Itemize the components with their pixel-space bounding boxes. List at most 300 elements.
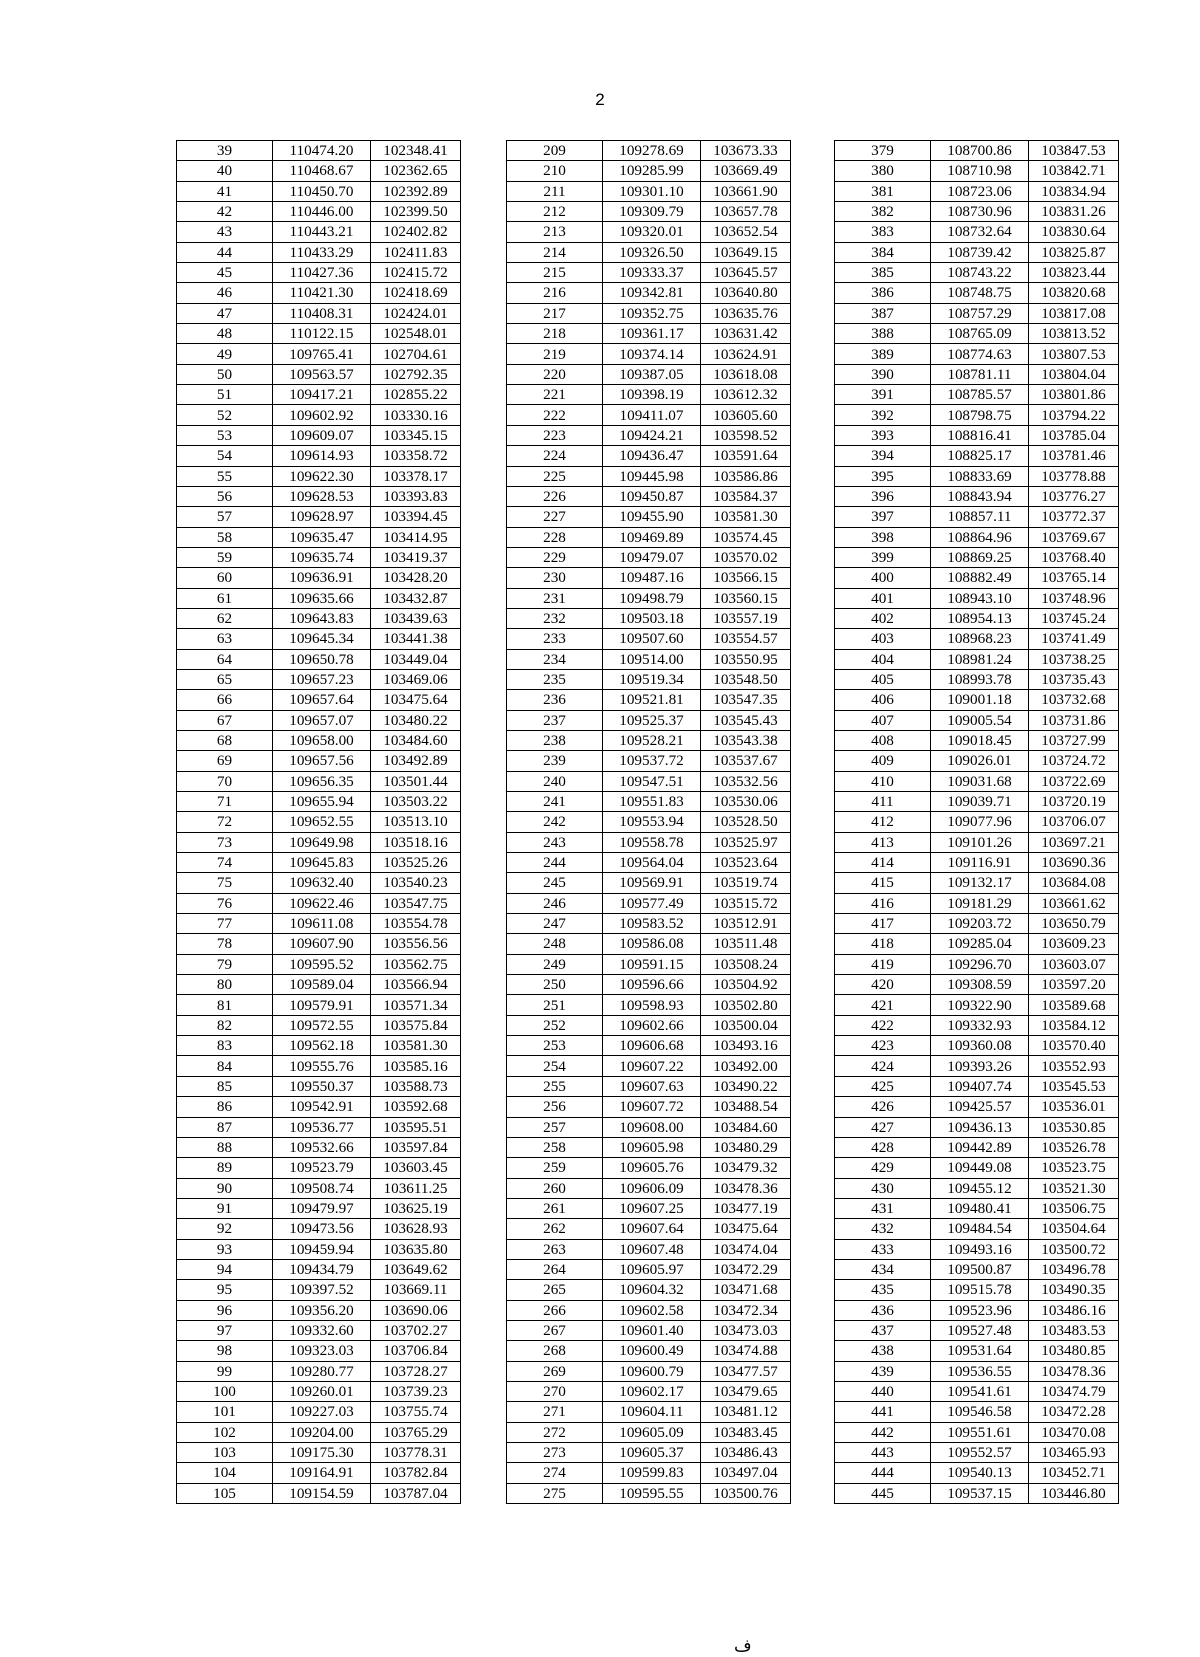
x-coordinate-cell: 109564.04 bbox=[603, 853, 701, 873]
point-number-cell: 414 bbox=[835, 853, 931, 873]
x-coordinate-cell: 109393.26 bbox=[931, 1056, 1029, 1076]
point-number-cell: 57 bbox=[177, 507, 273, 527]
y-coordinate-cell: 103540.23 bbox=[371, 873, 461, 893]
table-row bbox=[507, 629, 791, 649]
x-coordinate-cell: 110427.36 bbox=[273, 263, 371, 283]
y-coordinate-cell: 103673.33 bbox=[701, 141, 791, 161]
table-row bbox=[177, 995, 461, 1015]
table-row bbox=[177, 751, 461, 771]
y-coordinate-cell: 103490.35 bbox=[1029, 1280, 1119, 1300]
y-coordinate-cell: 103548.50 bbox=[701, 669, 791, 689]
point-number-cell: 383 bbox=[835, 222, 931, 242]
table-row bbox=[177, 771, 461, 791]
y-coordinate-cell: 102424.01 bbox=[371, 303, 461, 323]
x-coordinate-cell: 109765.41 bbox=[273, 344, 371, 364]
y-coordinate-cell: 103618.08 bbox=[701, 364, 791, 384]
x-coordinate-cell: 109455.90 bbox=[603, 507, 701, 527]
table-row bbox=[507, 446, 791, 466]
x-coordinate-cell: 109411.07 bbox=[603, 405, 701, 425]
point-number-cell: 413 bbox=[835, 832, 931, 852]
point-number-cell: 251 bbox=[507, 995, 603, 1015]
y-coordinate-cell: 103523.75 bbox=[1029, 1158, 1119, 1178]
x-coordinate-cell: 109551.61 bbox=[931, 1422, 1029, 1442]
table-row bbox=[835, 934, 1119, 954]
table-row bbox=[835, 507, 1119, 527]
point-number-cell: 273 bbox=[507, 1443, 603, 1463]
x-coordinate-cell: 110122.15 bbox=[273, 324, 371, 344]
x-coordinate-cell: 109500.87 bbox=[931, 1259, 1029, 1279]
point-number-cell: 222 bbox=[507, 405, 603, 425]
table-row bbox=[507, 1178, 791, 1198]
table-row bbox=[835, 995, 1119, 1015]
table-row bbox=[177, 1463, 461, 1483]
x-coordinate-cell: 109434.79 bbox=[273, 1259, 371, 1279]
point-number-cell: 226 bbox=[507, 486, 603, 506]
table-row bbox=[507, 710, 791, 730]
table-row bbox=[835, 1219, 1119, 1239]
point-number-cell: 73 bbox=[177, 832, 273, 852]
y-coordinate-cell: 103474.04 bbox=[701, 1239, 791, 1259]
point-number-cell: 79 bbox=[177, 954, 273, 974]
y-coordinate-cell: 103741.49 bbox=[1029, 629, 1119, 649]
y-coordinate-cell: 103584.12 bbox=[1029, 1015, 1119, 1035]
y-coordinate-cell: 103611.25 bbox=[371, 1178, 461, 1198]
y-coordinate-cell: 102392.89 bbox=[371, 181, 461, 201]
y-coordinate-cell: 103504.64 bbox=[1029, 1219, 1119, 1239]
point-number-cell: 381 bbox=[835, 181, 931, 201]
y-coordinate-cell: 103650.79 bbox=[1029, 914, 1119, 934]
table-row bbox=[507, 1015, 791, 1035]
point-number-cell: 433 bbox=[835, 1239, 931, 1259]
x-coordinate-cell: 109026.01 bbox=[931, 751, 1029, 771]
table-row bbox=[507, 1361, 791, 1381]
x-coordinate-cell: 109572.55 bbox=[273, 1015, 371, 1035]
point-number-cell: 45 bbox=[177, 263, 273, 283]
point-number-cell: 272 bbox=[507, 1422, 603, 1442]
y-coordinate-cell: 103515.72 bbox=[701, 893, 791, 913]
coordinates-table-2 bbox=[506, 140, 791, 1504]
point-number-cell: 425 bbox=[835, 1076, 931, 1096]
y-coordinate-cell: 103776.27 bbox=[1029, 486, 1119, 506]
x-coordinate-cell: 109280.77 bbox=[273, 1361, 371, 1381]
x-coordinate-cell: 109604.11 bbox=[603, 1402, 701, 1422]
table-row bbox=[835, 690, 1119, 710]
y-coordinate-cell: 103472.28 bbox=[1029, 1402, 1119, 1422]
y-coordinate-cell: 103492.00 bbox=[701, 1056, 791, 1076]
point-number-cell: 55 bbox=[177, 466, 273, 486]
point-number-cell: 252 bbox=[507, 1015, 603, 1035]
point-number-cell: 91 bbox=[177, 1198, 273, 1218]
table-row bbox=[177, 1056, 461, 1076]
x-coordinate-cell: 109536.77 bbox=[273, 1117, 371, 1137]
x-coordinate-cell: 109425.57 bbox=[931, 1097, 1029, 1117]
y-coordinate-cell: 102855.22 bbox=[371, 385, 461, 405]
x-coordinate-cell: 108748.75 bbox=[931, 283, 1029, 303]
x-coordinate-cell: 109116.91 bbox=[931, 853, 1029, 873]
y-coordinate-cell: 103581.30 bbox=[701, 507, 791, 527]
y-coordinate-cell: 103484.60 bbox=[701, 1117, 791, 1137]
table-row bbox=[835, 303, 1119, 323]
x-coordinate-cell: 109569.91 bbox=[603, 873, 701, 893]
y-coordinate-cell: 103488.54 bbox=[701, 1097, 791, 1117]
table-row bbox=[177, 669, 461, 689]
point-number-cell: 441 bbox=[835, 1402, 931, 1422]
point-number-cell: 237 bbox=[507, 710, 603, 730]
y-coordinate-cell: 103525.97 bbox=[701, 832, 791, 852]
y-coordinate-cell: 103574.45 bbox=[701, 527, 791, 547]
y-coordinate-cell: 103483.45 bbox=[701, 1422, 791, 1442]
y-coordinate-cell: 103589.68 bbox=[1029, 995, 1119, 1015]
table-row bbox=[177, 141, 461, 161]
y-coordinate-cell: 103428.20 bbox=[371, 568, 461, 588]
y-coordinate-cell: 103518.16 bbox=[371, 832, 461, 852]
point-number-cell: 389 bbox=[835, 344, 931, 364]
table-row bbox=[835, 242, 1119, 262]
point-number-cell: 228 bbox=[507, 527, 603, 547]
y-coordinate-cell: 103739.23 bbox=[371, 1381, 461, 1401]
point-number-cell: 53 bbox=[177, 425, 273, 445]
y-coordinate-cell: 103477.19 bbox=[701, 1198, 791, 1218]
y-coordinate-cell: 103530.06 bbox=[701, 792, 791, 812]
point-number-cell: 234 bbox=[507, 649, 603, 669]
point-number-cell: 419 bbox=[835, 954, 931, 974]
point-number-cell: 421 bbox=[835, 995, 931, 1015]
y-coordinate-cell: 103755.74 bbox=[371, 1402, 461, 1422]
table-row bbox=[177, 608, 461, 628]
point-number-cell: 404 bbox=[835, 649, 931, 669]
y-coordinate-cell: 103530.85 bbox=[1029, 1117, 1119, 1137]
x-coordinate-cell: 109532.66 bbox=[273, 1137, 371, 1157]
point-number-cell: 66 bbox=[177, 690, 273, 710]
table-row bbox=[177, 1320, 461, 1340]
y-coordinate-cell: 103511.48 bbox=[701, 934, 791, 954]
x-coordinate-cell: 109203.72 bbox=[931, 914, 1029, 934]
x-coordinate-cell: 109622.30 bbox=[273, 466, 371, 486]
x-coordinate-cell: 109498.79 bbox=[603, 588, 701, 608]
table-row bbox=[177, 954, 461, 974]
y-coordinate-cell: 103532.56 bbox=[701, 771, 791, 791]
point-number-cell: 59 bbox=[177, 547, 273, 567]
table-row bbox=[835, 1015, 1119, 1035]
table-row bbox=[835, 1076, 1119, 1096]
point-number-cell: 52 bbox=[177, 405, 273, 425]
x-coordinate-cell: 109628.53 bbox=[273, 486, 371, 506]
x-coordinate-cell: 109550.37 bbox=[273, 1076, 371, 1096]
y-coordinate-cell: 103727.99 bbox=[1029, 730, 1119, 750]
y-coordinate-cell: 103556.56 bbox=[371, 934, 461, 954]
y-coordinate-cell: 103419.37 bbox=[371, 547, 461, 567]
page-number: 2 bbox=[595, 90, 605, 109]
point-number-cell: 406 bbox=[835, 690, 931, 710]
y-coordinate-cell: 103628.93 bbox=[371, 1219, 461, 1239]
table-row bbox=[835, 141, 1119, 161]
x-coordinate-cell: 109657.64 bbox=[273, 690, 371, 710]
x-coordinate-cell: 109583.52 bbox=[603, 914, 701, 934]
y-coordinate-cell: 103649.62 bbox=[371, 1259, 461, 1279]
point-number-cell: 236 bbox=[507, 690, 603, 710]
point-number-cell: 259 bbox=[507, 1158, 603, 1178]
x-coordinate-cell: 109601.40 bbox=[603, 1320, 701, 1340]
x-coordinate-cell: 109436.13 bbox=[931, 1117, 1029, 1137]
y-coordinate-cell: 103557.19 bbox=[701, 608, 791, 628]
point-number-cell: 93 bbox=[177, 1239, 273, 1259]
y-coordinate-cell: 103512.91 bbox=[701, 914, 791, 934]
y-coordinate-cell: 103545.43 bbox=[701, 710, 791, 730]
x-coordinate-cell: 109308.59 bbox=[931, 975, 1029, 995]
point-number-cell: 438 bbox=[835, 1341, 931, 1361]
table-row bbox=[177, 792, 461, 812]
x-coordinate-cell: 109508.74 bbox=[273, 1178, 371, 1198]
footer-mark: ف bbox=[734, 1636, 752, 1656]
x-coordinate-cell: 109374.14 bbox=[603, 344, 701, 364]
x-coordinate-cell: 109326.50 bbox=[603, 242, 701, 262]
table-row bbox=[507, 771, 791, 791]
table-row bbox=[177, 853, 461, 873]
x-coordinate-cell: 109493.16 bbox=[931, 1239, 1029, 1259]
table-row bbox=[507, 1320, 791, 1340]
point-number-cell: 409 bbox=[835, 751, 931, 771]
x-coordinate-cell: 109607.25 bbox=[603, 1198, 701, 1218]
table-row bbox=[507, 669, 791, 689]
table-row bbox=[507, 466, 791, 486]
x-coordinate-cell: 109635.47 bbox=[273, 527, 371, 547]
point-number-cell: 225 bbox=[507, 466, 603, 486]
y-coordinate-cell: 103536.01 bbox=[1029, 1097, 1119, 1117]
table-row bbox=[835, 1198, 1119, 1218]
point-number-cell: 240 bbox=[507, 771, 603, 791]
y-coordinate-cell: 103566.15 bbox=[701, 568, 791, 588]
y-coordinate-cell: 103449.04 bbox=[371, 649, 461, 669]
x-coordinate-cell: 109515.78 bbox=[931, 1280, 1029, 1300]
table-row bbox=[507, 975, 791, 995]
point-number-cell: 387 bbox=[835, 303, 931, 323]
y-coordinate-cell: 103586.86 bbox=[701, 466, 791, 486]
table-row bbox=[177, 263, 461, 283]
table-row bbox=[507, 893, 791, 913]
table-row bbox=[835, 263, 1119, 283]
y-coordinate-cell: 103690.36 bbox=[1029, 853, 1119, 873]
point-number-cell: 42 bbox=[177, 202, 273, 222]
table-row bbox=[507, 141, 791, 161]
x-coordinate-cell: 109503.18 bbox=[603, 608, 701, 628]
point-number-cell: 241 bbox=[507, 792, 603, 812]
y-coordinate-cell: 103345.15 bbox=[371, 425, 461, 445]
y-coordinate-cell: 103831.26 bbox=[1029, 202, 1119, 222]
table-row bbox=[507, 568, 791, 588]
point-number-cell: 444 bbox=[835, 1463, 931, 1483]
y-coordinate-cell: 103801.86 bbox=[1029, 385, 1119, 405]
x-coordinate-cell: 109607.48 bbox=[603, 1239, 701, 1259]
table-row bbox=[507, 730, 791, 750]
y-coordinate-cell: 103847.53 bbox=[1029, 141, 1119, 161]
y-coordinate-cell: 103597.20 bbox=[1029, 975, 1119, 995]
x-coordinate-cell: 108993.78 bbox=[931, 669, 1029, 689]
table-row bbox=[177, 690, 461, 710]
point-number-cell: 46 bbox=[177, 283, 273, 303]
table-row bbox=[835, 853, 1119, 873]
table-row bbox=[177, 405, 461, 425]
point-number-cell: 436 bbox=[835, 1300, 931, 1320]
y-coordinate-cell: 103480.22 bbox=[371, 710, 461, 730]
table-row bbox=[835, 527, 1119, 547]
table-row bbox=[177, 222, 461, 242]
x-coordinate-cell: 109436.47 bbox=[603, 446, 701, 466]
point-number-cell: 258 bbox=[507, 1137, 603, 1157]
point-number-cell: 396 bbox=[835, 486, 931, 506]
point-number-cell: 89 bbox=[177, 1158, 273, 1178]
point-number-cell: 80 bbox=[177, 975, 273, 995]
point-number-cell: 227 bbox=[507, 507, 603, 527]
point-number-cell: 260 bbox=[507, 1178, 603, 1198]
x-coordinate-cell: 109301.10 bbox=[603, 181, 701, 201]
table-row bbox=[507, 934, 791, 954]
point-number-cell: 88 bbox=[177, 1137, 273, 1157]
x-coordinate-cell: 109600.79 bbox=[603, 1361, 701, 1381]
x-coordinate-cell: 109450.87 bbox=[603, 486, 701, 506]
x-coordinate-cell: 109442.89 bbox=[931, 1137, 1029, 1157]
table-row bbox=[835, 1097, 1119, 1117]
y-coordinate-cell: 103598.52 bbox=[701, 425, 791, 445]
y-coordinate-cell: 103635.76 bbox=[701, 303, 791, 323]
point-number-cell: 437 bbox=[835, 1320, 931, 1340]
table-row bbox=[835, 405, 1119, 425]
x-coordinate-cell: 109547.51 bbox=[603, 771, 701, 791]
point-number-cell: 270 bbox=[507, 1381, 603, 1401]
point-number-cell: 386 bbox=[835, 283, 931, 303]
y-coordinate-cell: 103547.75 bbox=[371, 893, 461, 913]
table-row bbox=[835, 1483, 1119, 1503]
x-coordinate-cell: 109445.98 bbox=[603, 466, 701, 486]
x-coordinate-cell: 108710.98 bbox=[931, 161, 1029, 181]
x-coordinate-cell: 109586.08 bbox=[603, 934, 701, 954]
x-coordinate-cell: 110421.30 bbox=[273, 283, 371, 303]
table-row bbox=[177, 914, 461, 934]
y-coordinate-cell: 102704.61 bbox=[371, 344, 461, 364]
table-row bbox=[507, 1341, 791, 1361]
point-number-cell: 92 bbox=[177, 1219, 273, 1239]
table-row bbox=[507, 1300, 791, 1320]
point-number-cell: 211 bbox=[507, 181, 603, 201]
table-row bbox=[835, 364, 1119, 384]
point-number-cell: 412 bbox=[835, 812, 931, 832]
table-row bbox=[507, 832, 791, 852]
point-number-cell: 97 bbox=[177, 1320, 273, 1340]
point-number-cell: 257 bbox=[507, 1117, 603, 1137]
x-coordinate-cell: 109333.37 bbox=[603, 263, 701, 283]
y-coordinate-cell: 103526.78 bbox=[1029, 1137, 1119, 1157]
y-coordinate-cell: 103834.94 bbox=[1029, 181, 1119, 201]
point-number-cell: 63 bbox=[177, 629, 273, 649]
x-coordinate-cell: 109487.16 bbox=[603, 568, 701, 588]
table-row bbox=[177, 425, 461, 445]
table-row bbox=[177, 446, 461, 466]
x-coordinate-cell: 109001.18 bbox=[931, 690, 1029, 710]
y-coordinate-cell: 103669.11 bbox=[371, 1280, 461, 1300]
y-coordinate-cell: 103661.90 bbox=[701, 181, 791, 201]
table-row bbox=[507, 486, 791, 506]
table-row bbox=[835, 1178, 1119, 1198]
table-row bbox=[507, 954, 791, 974]
y-coordinate-cell: 103765.29 bbox=[371, 1422, 461, 1442]
y-coordinate-cell: 103595.51 bbox=[371, 1117, 461, 1137]
table-row bbox=[835, 283, 1119, 303]
point-number-cell: 39 bbox=[177, 141, 273, 161]
x-coordinate-cell: 109602.92 bbox=[273, 405, 371, 425]
table-row bbox=[177, 1117, 461, 1137]
y-coordinate-cell: 103484.60 bbox=[371, 730, 461, 750]
x-coordinate-cell: 109360.08 bbox=[931, 1036, 1029, 1056]
point-number-cell: 213 bbox=[507, 222, 603, 242]
table-row bbox=[177, 812, 461, 832]
table-row bbox=[507, 1381, 791, 1401]
table-row bbox=[177, 1036, 461, 1056]
y-coordinate-cell: 103657.78 bbox=[701, 202, 791, 222]
x-coordinate-cell: 108732.64 bbox=[931, 222, 1029, 242]
y-coordinate-cell: 103603.07 bbox=[1029, 954, 1119, 974]
y-coordinate-cell: 103702.27 bbox=[371, 1320, 461, 1340]
x-coordinate-cell: 109296.70 bbox=[931, 954, 1029, 974]
point-number-cell: 95 bbox=[177, 1280, 273, 1300]
x-coordinate-cell: 109563.57 bbox=[273, 364, 371, 384]
y-coordinate-cell: 103550.95 bbox=[701, 649, 791, 669]
x-coordinate-cell: 109605.76 bbox=[603, 1158, 701, 1178]
table-row bbox=[177, 385, 461, 405]
point-number-cell: 403 bbox=[835, 629, 931, 649]
y-coordinate-cell: 103475.64 bbox=[371, 690, 461, 710]
y-coordinate-cell: 103446.80 bbox=[1029, 1483, 1119, 1503]
point-number-cell: 405 bbox=[835, 669, 931, 689]
y-coordinate-cell: 103842.71 bbox=[1029, 161, 1119, 181]
y-coordinate-cell: 103552.93 bbox=[1029, 1056, 1119, 1076]
x-coordinate-cell: 109397.52 bbox=[273, 1280, 371, 1300]
y-coordinate-cell: 103625.19 bbox=[371, 1198, 461, 1218]
table-row bbox=[835, 568, 1119, 588]
point-number-cell: 422 bbox=[835, 1015, 931, 1035]
x-coordinate-cell: 109227.03 bbox=[273, 1402, 371, 1422]
point-number-cell: 249 bbox=[507, 954, 603, 974]
y-coordinate-cell: 103475.64 bbox=[701, 1219, 791, 1239]
point-number-cell: 402 bbox=[835, 608, 931, 628]
y-coordinate-cell: 103547.35 bbox=[701, 690, 791, 710]
x-coordinate-cell: 110443.21 bbox=[273, 222, 371, 242]
y-coordinate-cell: 103478.36 bbox=[701, 1178, 791, 1198]
table-row bbox=[835, 1158, 1119, 1178]
table-row bbox=[177, 507, 461, 527]
y-coordinate-cell: 103330.16 bbox=[371, 405, 461, 425]
table-row bbox=[177, 181, 461, 201]
x-coordinate-cell: 109164.91 bbox=[273, 1463, 371, 1483]
y-coordinate-cell: 102548.01 bbox=[371, 324, 461, 344]
point-number-cell: 418 bbox=[835, 934, 931, 954]
x-coordinate-cell: 109484.54 bbox=[931, 1219, 1029, 1239]
x-coordinate-cell: 109614.93 bbox=[273, 446, 371, 466]
table-row bbox=[177, 344, 461, 364]
point-number-cell: 246 bbox=[507, 893, 603, 913]
table-row bbox=[177, 649, 461, 669]
point-number-cell: 81 bbox=[177, 995, 273, 1015]
y-coordinate-cell: 103588.73 bbox=[371, 1076, 461, 1096]
point-number-cell: 83 bbox=[177, 1036, 273, 1056]
table-row bbox=[177, 730, 461, 750]
point-number-cell: 391 bbox=[835, 385, 931, 405]
y-coordinate-cell: 103603.45 bbox=[371, 1158, 461, 1178]
point-number-cell: 395 bbox=[835, 466, 931, 486]
point-number-cell: 233 bbox=[507, 629, 603, 649]
point-number-cell: 440 bbox=[835, 1381, 931, 1401]
point-number-cell: 256 bbox=[507, 1097, 603, 1117]
y-coordinate-cell: 103820.68 bbox=[1029, 283, 1119, 303]
y-coordinate-cell: 103566.94 bbox=[371, 975, 461, 995]
